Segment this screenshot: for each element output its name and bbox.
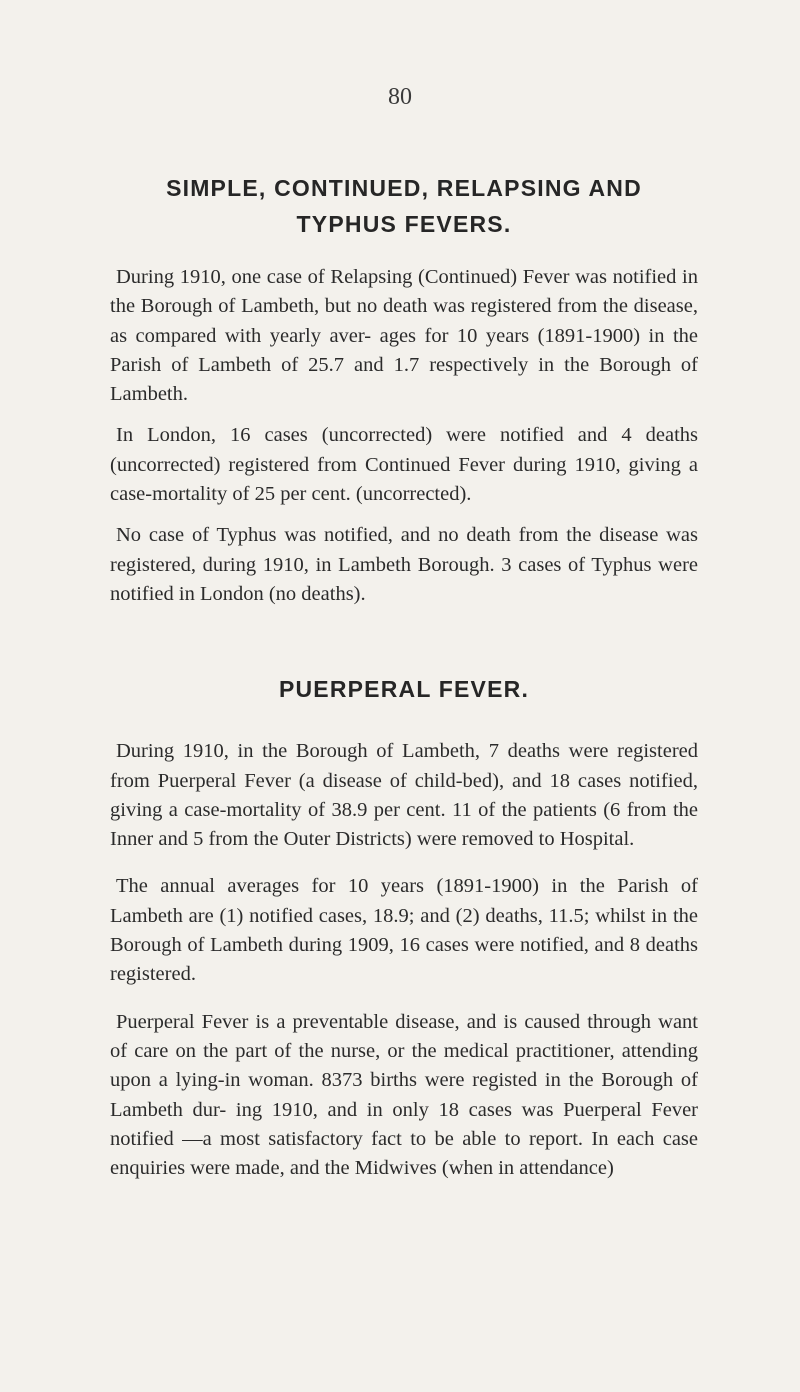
heading-line-2: TYPHUS FEVERS. [296, 211, 512, 237]
section-body-typhus [110, 263, 698, 609]
page-number: 80 [388, 84, 412, 110]
paragraph-annual-averages: The annual averages for 10 years (1891-1900) in the Parish of Lambeth are (1) notified cases, 18.9; and (2) deaths, 11.5; whilst in the Borough of Lambeth during 1909, 16 cases were notified, and 8 deaths registered. [110, 875, 698, 986]
section-body-puerperal [110, 737, 698, 1183]
paragraph-typhus: No case of Typhus was notified, and no death from the disease was registered, during 1910, in Lambeth Borough. 3 cases of Typhus were notified in London (no deaths). [110, 524, 698, 605]
section-heading-puerperal: PUERPERAL FEVER. [278, 676, 530, 703]
paragraph-puerperal-deaths: During 1910, in the Borough of Lambeth, 7 deaths were registered from Puerperal Fever (a disease of child-bed), and 18 cases notified, giving a case-mortality of 38.9 per cent. 11 of the patients (6 from the Inner and 5 from the Outer Districts) were removed to Hospital. [110, 740, 698, 851]
heading-line-1: SIMPLE, CONTINUED, RELAPSING AND [166, 175, 642, 201]
paragraph-relapsing-fever: During 1910, one case of Relapsing (Continued) Fever was notified in the Borough of Lambeth, but no death was registered from the disease, as compared with yearly aver- ages for 10 years (1891-1900) in the Parish of Lambeth of 25.7 and 1.7 respectively in the Borough of Lambeth. [110, 266, 698, 406]
paragraph-london-continued-fever: In London, 16 cases (uncorrected) were notified and 4 deaths (uncorrected) registered from Continued Fever during 1910, giving a case-mortality of 25 per cent. (uncorrected). [110, 424, 698, 506]
section-heading-typhus [110, 0, 698, 242]
paragraph-preventable-disease: Puerperal Fever is a preventable disease, and is caused through want of care on the part of the nurse, or the medical practitioner, attending upon a lying-in woman. 8373 births were registed in the Borough of Lambeth dur- ing 1910, and in only 18 cases was Puerperal Fever notified —a most satisfactory fact to be able to report. In each case enquiries were made, and the Midwives (when in attendance) [110, 1010, 698, 1180]
